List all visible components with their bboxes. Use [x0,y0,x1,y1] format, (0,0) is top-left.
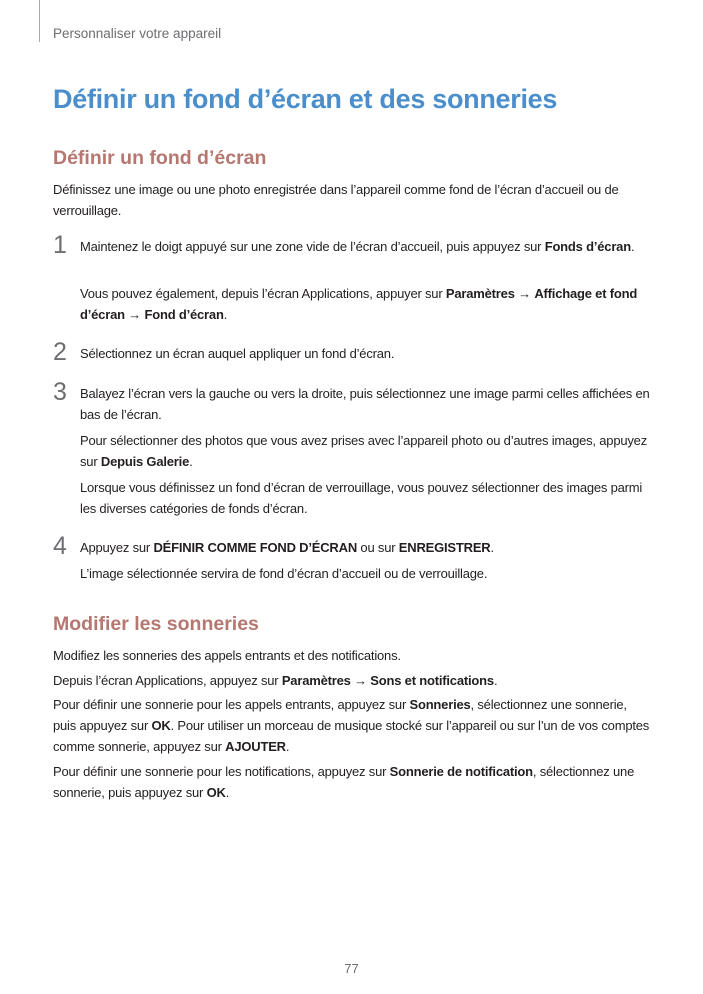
step-number-3: 3 [53,378,67,406]
ringtones-incoming-calls: Pour définir une sonnerie pour les appels entrants, appuyez sur Sonneries, sélectionnez une sonnerie, puis appuyez sur OK. Pour utiliser un morceau de musique stocké sur l’appareil ou sur l’un de vos comptes comme sonnerie, appuyez sur AJOUTER. [53,697,650,754]
step-number-4: 4 [53,532,67,560]
section-heading-wallpaper: Définir un fond d’écran [53,147,267,169]
step-number-1: 1 [53,231,67,259]
step-3-note-lockscreen: Lorsque vous définissez un fond d’écran de verrouillage, vous pouvez sélectionner des images parmi les diverses catégories de fonds d’écran. [80,480,643,516]
section-heading-ringtones: Modifier les sonneries [53,613,259,635]
step-number-2: 2 [53,338,67,366]
header-rule [39,0,40,42]
ringtones-notifications: Pour définir une sonnerie pour les notifications, appuyez sur Sonnerie de notification, sélectionnez une sonnerie, puis appuyez sur OK. [53,764,635,800]
running-head: Personnaliser votre appareil [53,26,222,41]
step-4-note: L’image sélectionnée servira de fond d’écran d’accueil ou de verrouillage. [80,566,488,581]
page-number: 77 [344,961,359,976]
ringtones-path: Depuis l’écran Applications, appuyez sur Paramètres → Sons et notifications. [53,673,498,688]
step-4-text: Appuyez sur DÉFINIR COMME FOND D’ÉCRAN ou sur ENREGISTRER. [80,540,494,555]
step-2-text: Sélectionnez un écran auquel appliquer un fond d’écran. [80,346,395,361]
page-title: Définir un fond d’écran et des sonneries [53,84,558,114]
step-3-text: Balayez l’écran vers la gauche ou vers la droite, puis sélectionnez une image parmi celles affichées en bas de l’écran. [80,386,650,422]
ringtones-intro: Modifiez les sonneries des appels entrants et des notifications. [53,648,401,663]
step-3-note-gallery: Pour sélectionner des photos que vous avez prises avec l’appareil photo ou d’autres images, appuyez sur Depuis Galerie. [80,433,648,469]
step-1-note: Vous pouvez également, depuis l’écran Applications, appuyer sur Paramètres → Affichage et fond d’écran → Fond d’écran. [80,286,638,322]
step-1-text: Maintenez le doigt appuyé sur une zone vide de l’écran d’accueil, puis appuyez sur Fonds d’écran. [80,239,635,254]
wallpaper-intro: Définissez une image ou une photo enregistrée dans l’appareil comme fond de l’écran d’accueil ou de verrouillage. [53,182,619,218]
